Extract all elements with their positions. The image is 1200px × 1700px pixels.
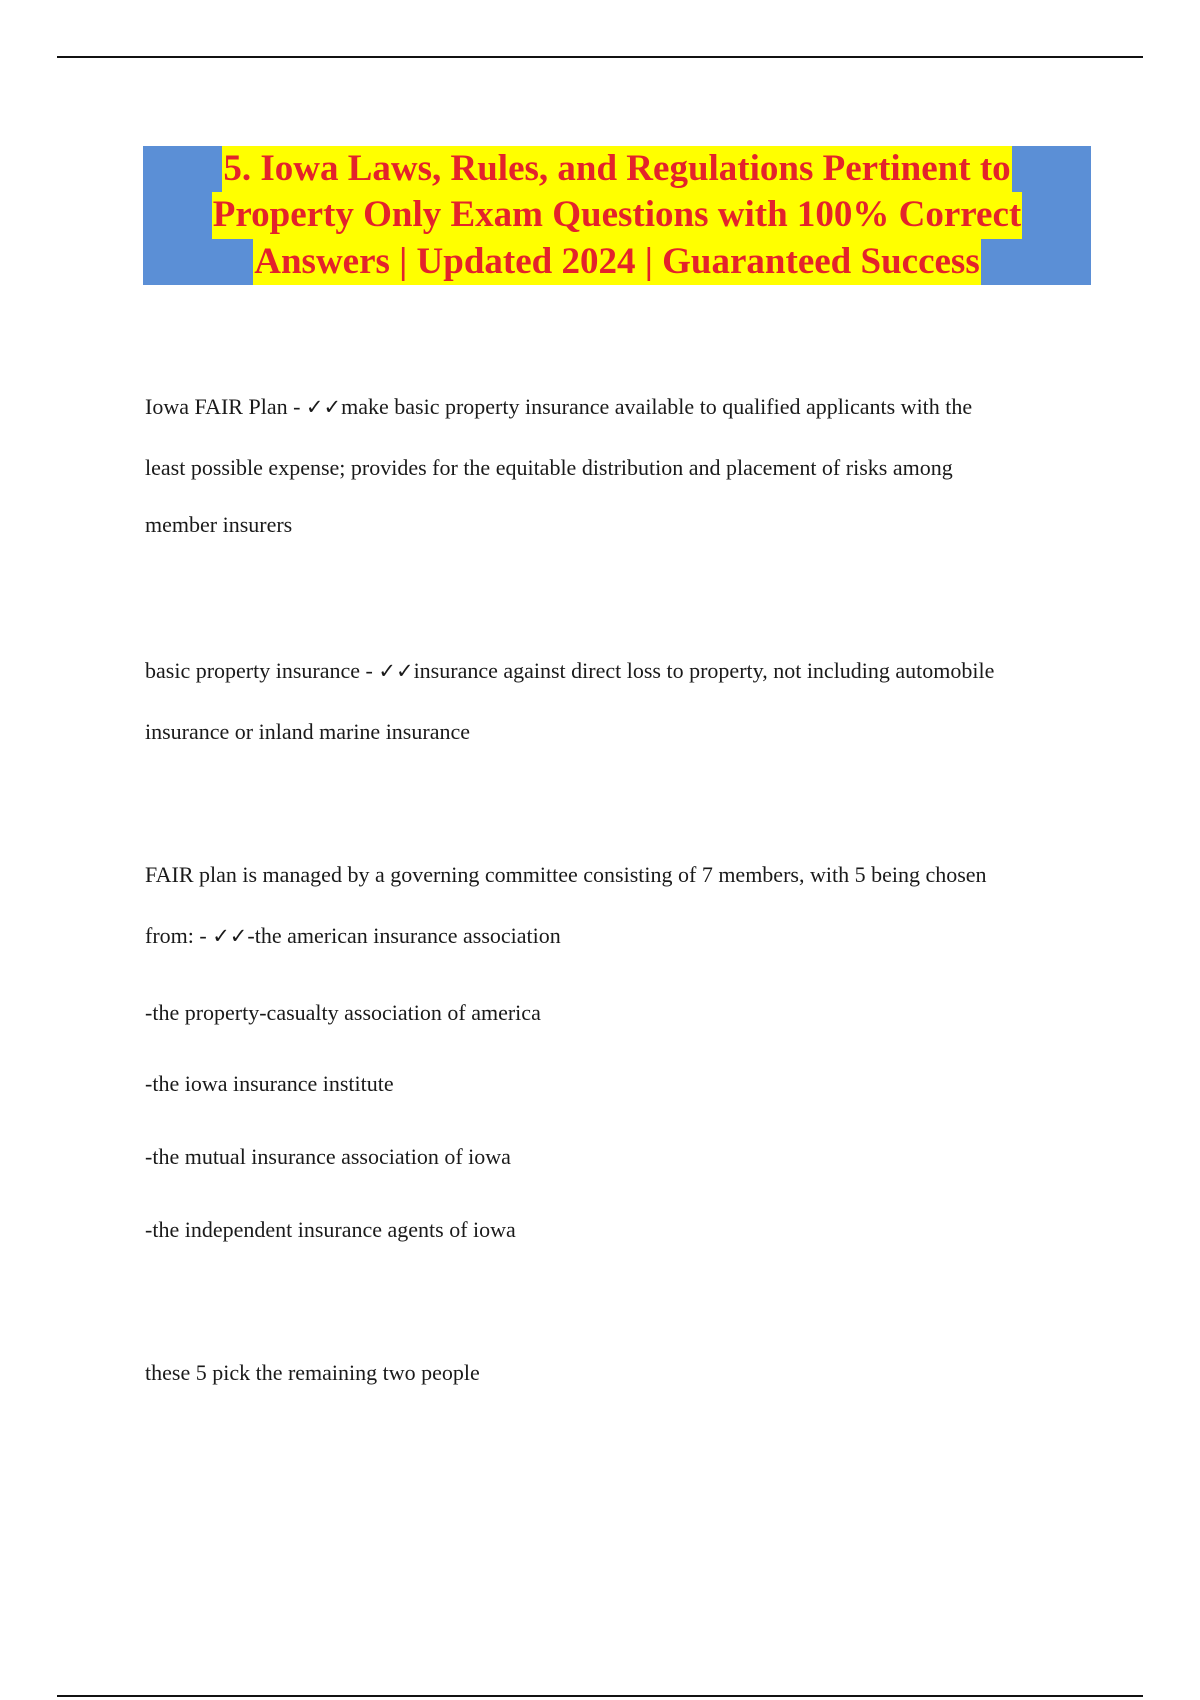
card-2-line-2: insurance or inland marine insurance [145,719,470,744]
check-mark-icon: ✓✓ [212,924,248,948]
check-mark-icon: ✓✓ [378,659,414,683]
check-mark-icon: ✓✓ [305,395,342,419]
title-banner [143,146,1091,285]
title-line: 5. Iowa Laws, Rules, and Regulations Pertinent to [222,146,1011,193]
title-line: Property Only Exam Questions with 100% Correct [212,192,1022,239]
card-1-line-3: member insurers [145,512,293,537]
card-1-line-2: least possible expense; provides for the equitable distribution and placement of risks among [145,455,953,480]
card-3-term: from: - [145,923,213,948]
card-3-closing-line: these 5 pick the remaining two people [145,1360,480,1385]
list-item: -the property-casualty association of america [145,1000,541,1025]
list-item: -the independent insurance agents of iowa [145,1217,516,1242]
card-1-term: Iowa FAIR Plan - [145,394,306,419]
list-item: -the mutual insurance association of iowa [145,1144,511,1169]
card-1-answer: make basic property insurance available to qualified applicants with the [341,394,973,419]
document-title [143,146,1091,285]
bottom-rule [57,1695,1143,1697]
card-3-line-2 [145,923,561,949]
card-3-answer: -the american insurance association [247,923,561,948]
title-line: Answers | Updated 2024 | Guaranteed Success [253,239,980,286]
card-1-line-1 [145,394,972,420]
card-3-term-line-1: FAIR plan is managed by a governing committee consisting of 7 members, with 5 being chosen [145,862,987,887]
card-2-term: basic property insurance - [145,658,379,683]
card-2-line-1 [145,658,994,684]
card-2-answer: insurance against direct loss to property, not including automobile [413,658,995,683]
list-item: -the iowa insurance institute [145,1071,394,1096]
top-rule [57,56,1143,58]
